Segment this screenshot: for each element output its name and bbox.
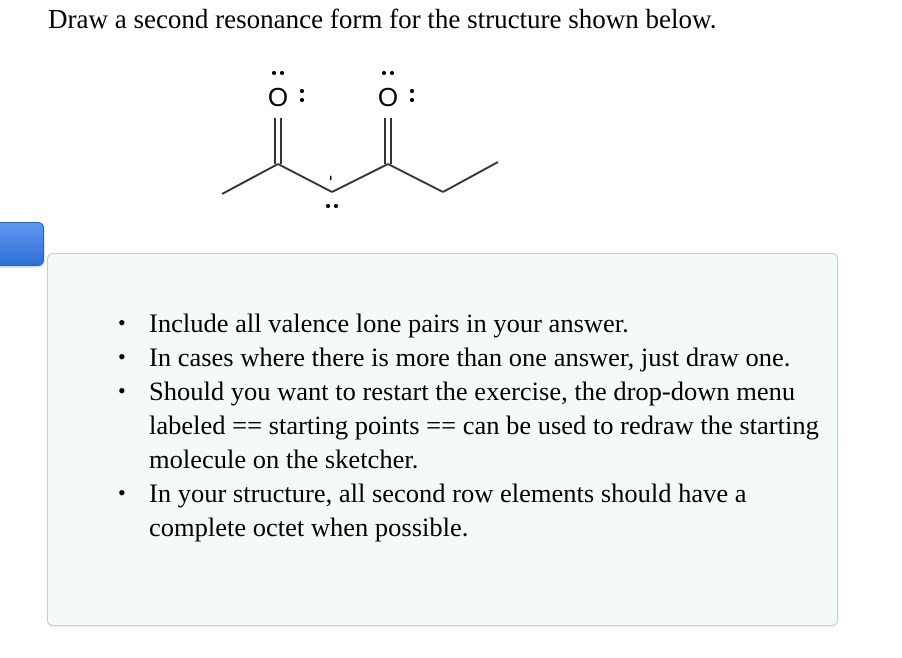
molecule-structure — [210, 60, 510, 220]
instruction-item — [118, 476, 829, 544]
bond-c1-c2 — [222, 164, 278, 194]
lone-pair-dot — [382, 71, 386, 75]
lone-pair-dot — [300, 89, 304, 93]
instructions-list — [118, 306, 829, 544]
lone-pair-dot — [280, 71, 284, 75]
instruction-text: In your structure, all second row elements should have a complete octet when possible. — [149, 478, 747, 542]
instruction-text: In cases where there is more than one answer, just draw one. — [149, 342, 791, 372]
lone-pair-dot — [334, 204, 338, 208]
lone-pair-dot — [390, 71, 394, 75]
bond-c5-c6 — [443, 162, 498, 192]
instruction-text: Include all valence lone pairs in your answer. — [149, 308, 629, 338]
lone-pair-dot — [410, 89, 414, 93]
negative-charge-label: - — [322, 175, 342, 181]
oxygen-right-label: O — [377, 82, 399, 112]
lone-pair-dot — [272, 71, 276, 75]
lone-pair-dot — [300, 98, 304, 102]
bullet-icon: • — [118, 310, 126, 335]
instructions-panel — [47, 253, 838, 626]
instruction-text: Should you want to restart the exercise, the drop-down menu labeled == starting points == can be used to redraw the starting molecule on the sketcher. — [149, 376, 819, 474]
bullet-icon: • — [118, 378, 126, 403]
bond-c4-c5 — [388, 164, 443, 192]
question-text: Draw a second resonance form for the structure shown below. — [48, 4, 717, 34]
side-panel-tab-button[interactable] — [0, 222, 44, 266]
bullet-icon: • — [118, 344, 126, 369]
instruction-item — [118, 340, 829, 374]
instruction-item — [118, 374, 829, 476]
lone-pair-dot — [326, 204, 330, 208]
lone-pair-dot — [410, 98, 414, 102]
oxygen-left-label: O — [267, 82, 289, 112]
instruction-item — [118, 306, 829, 340]
bullet-icon: • — [118, 480, 126, 505]
